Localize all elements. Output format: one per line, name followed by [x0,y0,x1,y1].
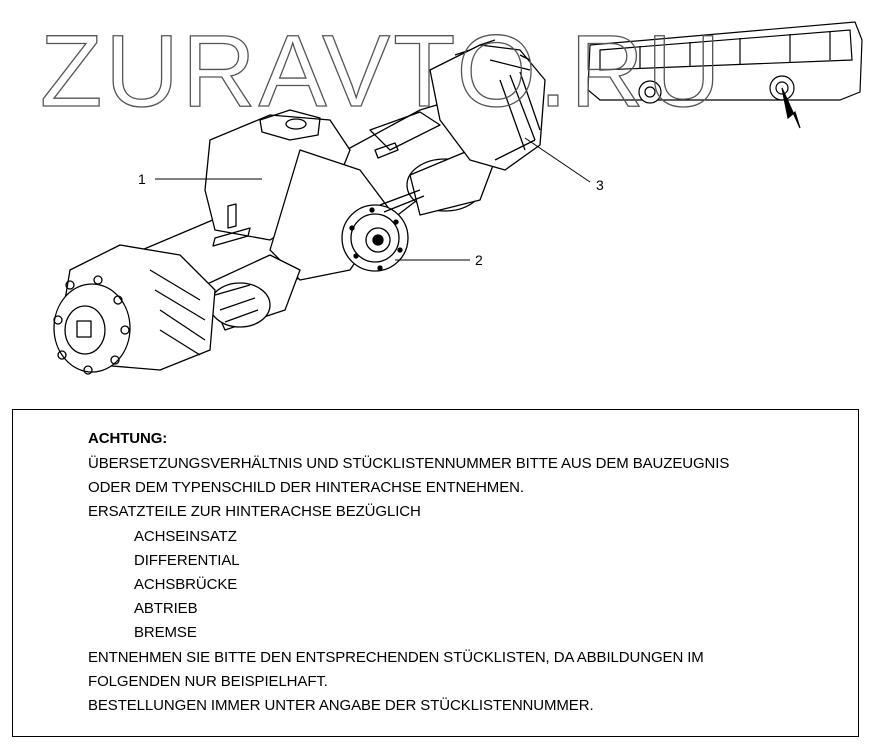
watermark-text: ZURAVTO.RU [40,14,724,128]
callout-3-label: 3 [596,177,604,193]
notice-list-item: BREMSE [134,624,197,641]
notice-line: ODER DEM TYPENSCHILD DER HINTERACHSE ENTNEHMEN. [88,479,524,496]
notice-line: ÜBERSETZUNGSVERHÄLTNIS UND STÜCKLISTENNUMMER BITTE AUS DEM BAUZEUGNIS [88,455,730,472]
notice-list-item: DIFFERENTIAL [134,552,240,569]
notice-line: ENTNEHMEN SIE BITTE DEN ENTSPRECHENDEN STÜCKLISTEN, DA ABBILDUNGEN IM [88,649,704,666]
callout-1-label: 1 [138,171,146,187]
notice-line: FOLGENDEN NUR BEISPIELHAFT. [88,673,328,690]
notice-heading: ACHTUNG: [88,430,168,447]
callout-2-label: 2 [475,252,483,268]
callout-3-leader [525,138,590,182]
notice-list-item: ABTRIEB [134,600,198,617]
notice-line: BESTELLUNGEN IMMER UNTER ANGABE DER STÜCKLISTENNUMMER. [88,697,594,714]
notice-line: ERSATZTEILE ZUR HINTERACHSE BEZÜGLICH [88,503,421,520]
differential-flange [342,205,408,271]
notice-list-item: ACHSBRÜCKE [134,576,238,593]
notice-box [12,409,859,737]
notice-list-item: ACHSEINSATZ [134,528,237,545]
